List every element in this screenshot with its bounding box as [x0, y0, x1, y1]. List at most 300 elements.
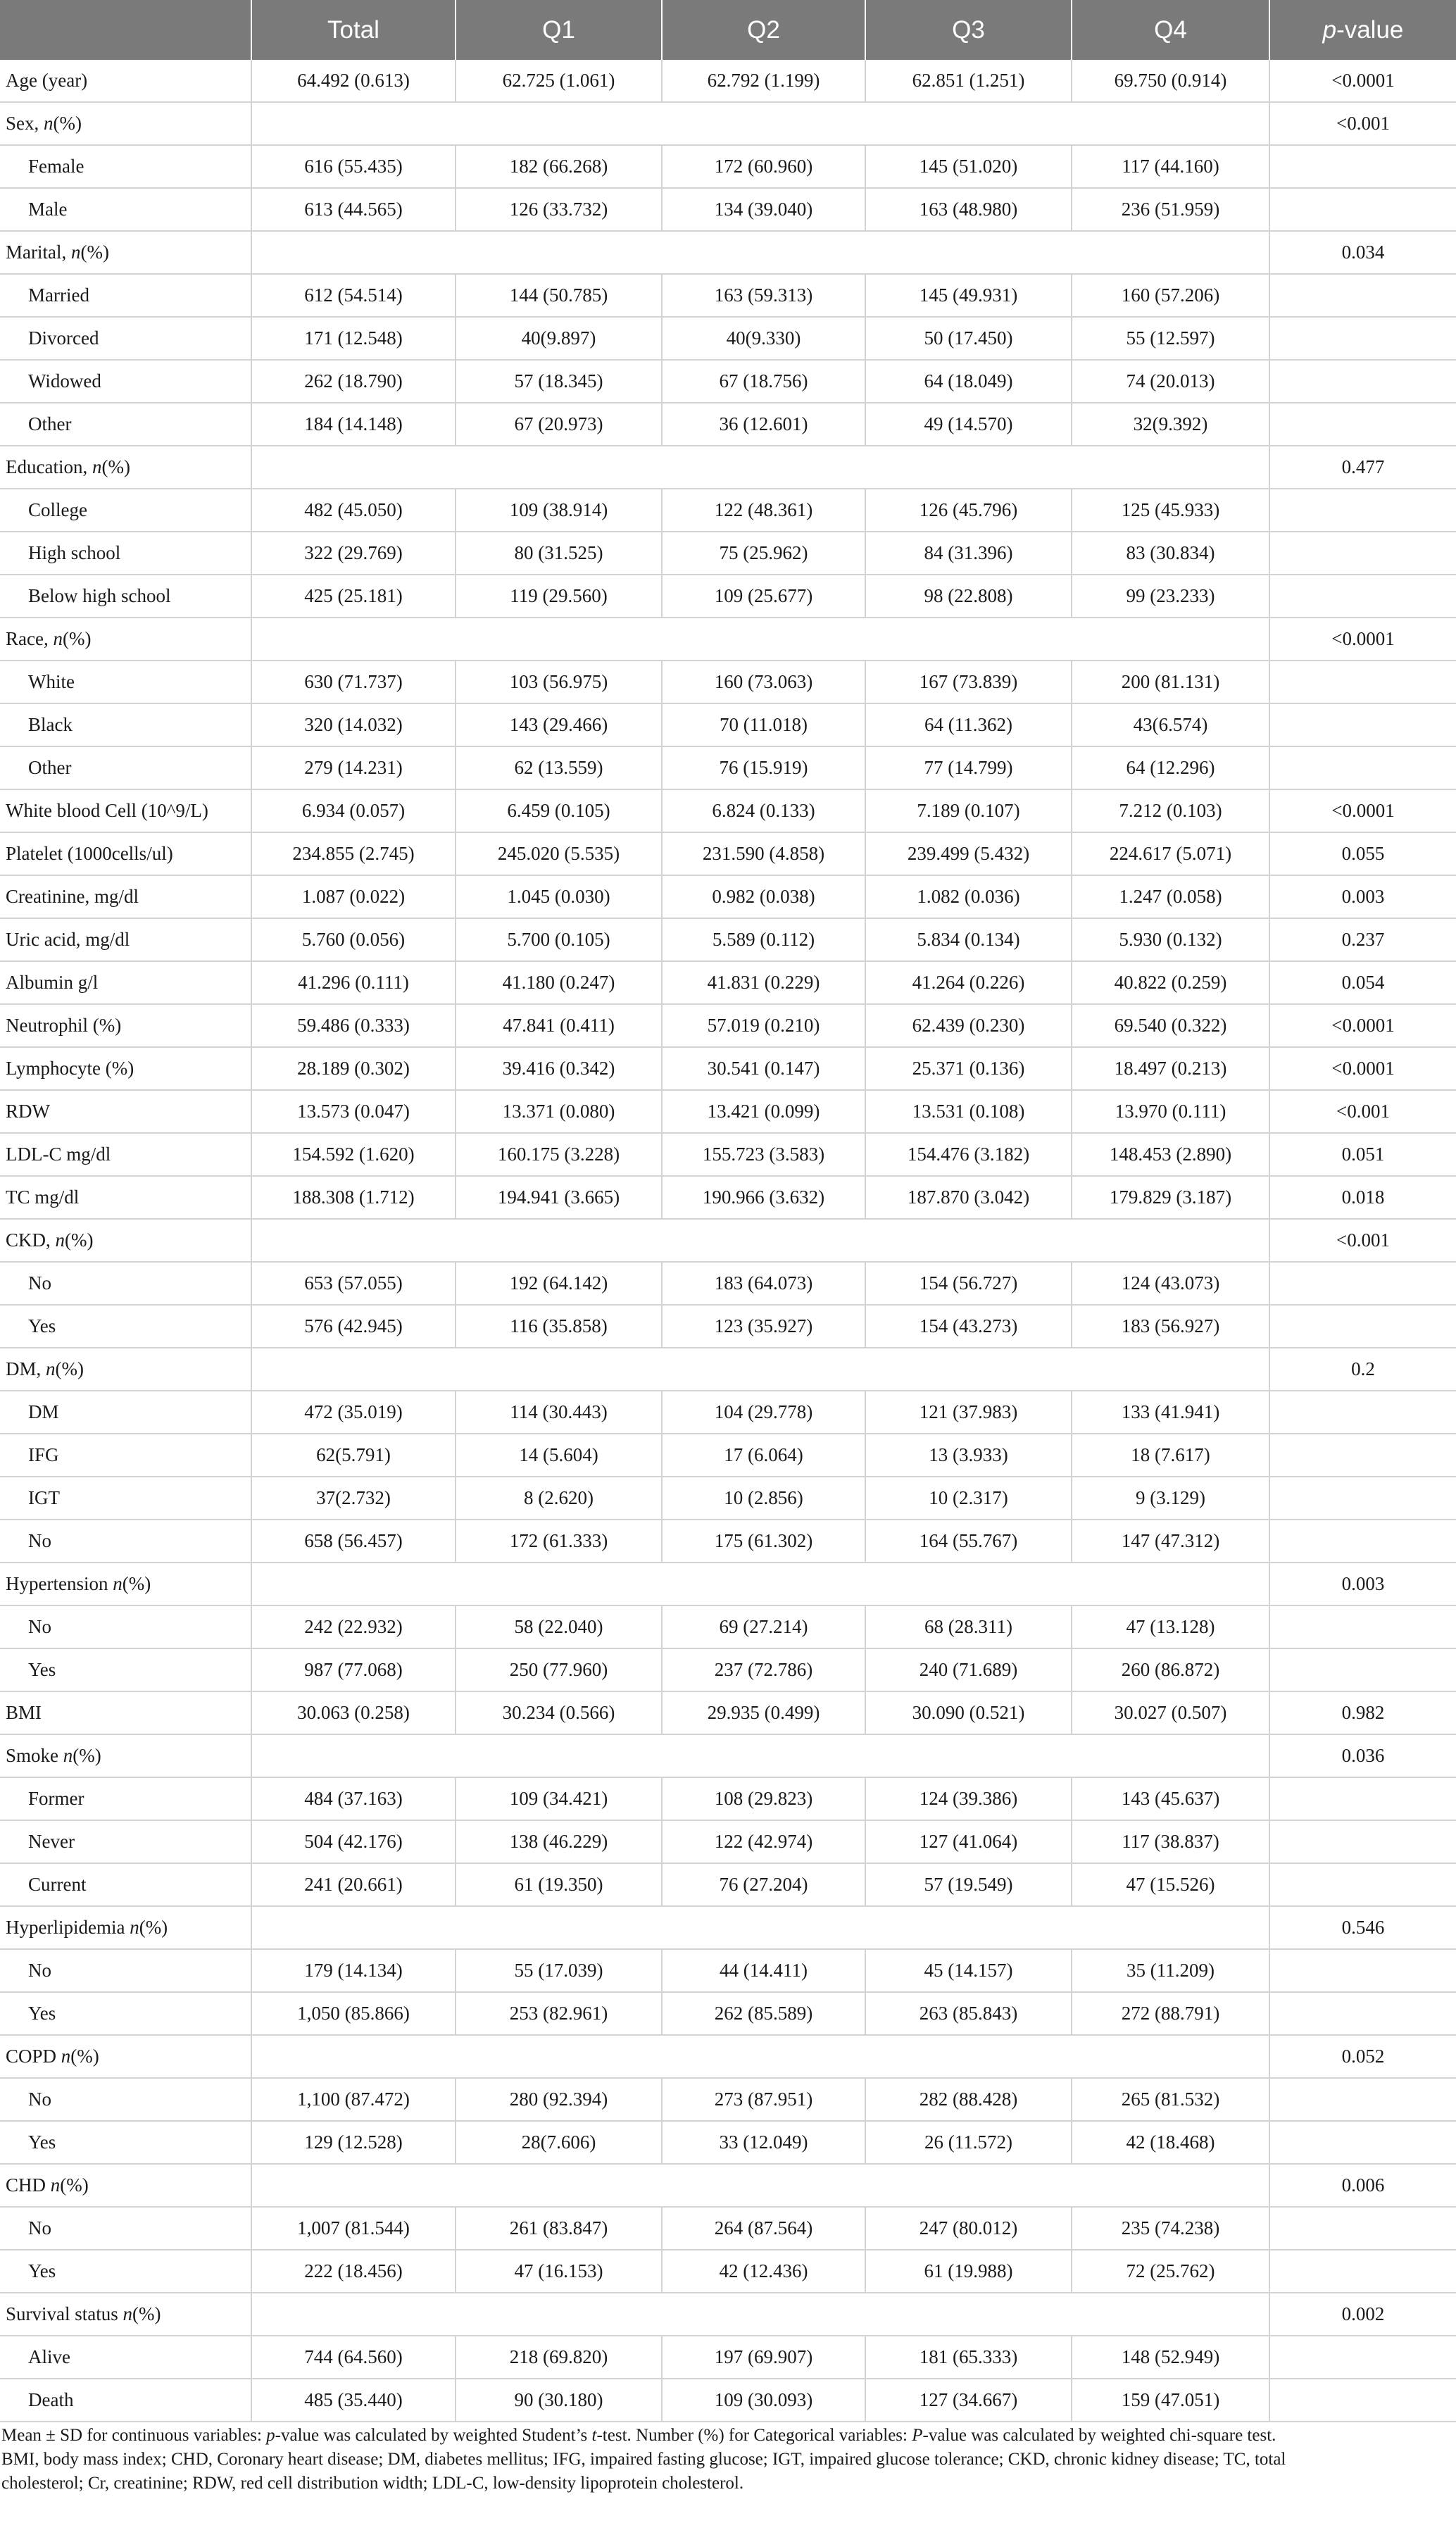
row-label-text: Albumin g/l — [6, 972, 99, 993]
row-label-suffix: (%) — [70, 2046, 99, 2067]
row-label — [0, 2035, 251, 2078]
total-cell: 484 (37.163) — [251, 1777, 456, 1820]
row-label-text: Alive — [28, 2346, 70, 2367]
q3-cell: 57 (19.549) — [865, 1863, 1072, 1906]
table-row — [0, 2336, 1456, 2379]
p-value-cell — [1269, 2379, 1456, 2422]
row-label-text: Divorced — [28, 327, 99, 349]
q4-cell: 147 (47.312) — [1072, 1520, 1269, 1563]
total-cell: 1,100 (87.472) — [251, 2078, 456, 2121]
q2-cell: 44 (14.411) — [662, 1949, 865, 1992]
table-row — [0, 1906, 1456, 1949]
total-cell: 28.189 (0.302) — [251, 1047, 456, 1090]
total-cell: 13.573 (0.047) — [251, 1090, 456, 1133]
table-row — [0, 1820, 1456, 1863]
p-value-cell — [1269, 2250, 1456, 2293]
p-value-cell: 0.2 — [1269, 1348, 1456, 1391]
q2-cell: 160 (73.063) — [662, 661, 865, 703]
q2-cell: 13.421 (0.099) — [662, 1090, 865, 1133]
q2-cell: 67 (18.756) — [662, 360, 865, 403]
row-label — [0, 2121, 251, 2164]
q4-cell: 117 (44.160) — [1072, 145, 1269, 188]
q2-cell: 75 (25.962) — [662, 532, 865, 575]
row-label — [0, 1219, 251, 1262]
q3-cell: 121 (37.983) — [865, 1391, 1072, 1434]
p-value-cell: 0.051 — [1269, 1133, 1456, 1176]
row-label-suffix: (%) — [139, 1917, 168, 1938]
row-label-text: DM — [28, 1401, 59, 1422]
total-cell: 485 (35.440) — [251, 2379, 456, 2422]
p-value-cell — [1269, 317, 1456, 360]
row-label — [0, 918, 251, 961]
q2-cell: 109 (25.677) — [662, 575, 865, 618]
q4-cell: 148.453 (2.890) — [1072, 1133, 1269, 1176]
q3-cell: 50 (17.450) — [865, 317, 1072, 360]
q1-cell: 6.459 (0.105) — [456, 789, 662, 832]
row-label-text: Former — [28, 1788, 84, 1809]
table-row — [0, 2121, 1456, 2164]
table-body — [0, 60, 1456, 2422]
row-label — [0, 1090, 251, 1133]
total-cell: 320 (14.032) — [251, 703, 456, 746]
row-label — [0, 1906, 251, 1949]
row-label-text: TC mg/dl — [6, 1187, 80, 1208]
table-row — [0, 1734, 1456, 1777]
q1-cell: 119 (29.560) — [456, 575, 662, 618]
table-row — [0, 1605, 1456, 1648]
row-label-text: Married — [28, 284, 89, 306]
q1-cell: 47 (16.153) — [456, 2250, 662, 2293]
row-label — [0, 1434, 251, 1477]
p-value-cell: 0.237 — [1269, 918, 1456, 961]
table-row — [0, 2078, 1456, 2121]
table-row — [0, 446, 1456, 489]
header-cell-q2: Q2 — [662, 0, 865, 60]
p-value-cell: 0.003 — [1269, 875, 1456, 918]
total-cell: 242 (22.932) — [251, 1605, 456, 1648]
row-label-text: BMI — [6, 1702, 42, 1723]
total-cell: 30.063 (0.258) — [251, 1691, 456, 1734]
row-label-text: No — [28, 1272, 51, 1294]
q2-cell: 42 (12.436) — [662, 2250, 865, 2293]
q2-cell: 109 (30.093) — [662, 2379, 865, 2422]
table-row — [0, 1777, 1456, 1820]
q2-cell: 190.966 (3.632) — [662, 1176, 865, 1219]
q3-cell: 164 (55.767) — [865, 1520, 1072, 1563]
row-label-text: High school — [28, 542, 121, 563]
q3-cell: 61 (19.988) — [865, 2250, 1072, 2293]
category-span-cell — [251, 2293, 1269, 2336]
footnote-segment: BMI, body mass index; CHD, Coronary heart disease; DM, diabetes mellitus; IFG, impaired fasting glucose; IGT, impaired glucose tolerance; CKD, chronic kidney disease; TC, total — [1, 2450, 1286, 2469]
total-cell: 744 (64.560) — [251, 2336, 456, 2379]
row-label — [0, 875, 251, 918]
q1-cell: 245.020 (5.535) — [456, 832, 662, 875]
total-cell: 171 (12.548) — [251, 317, 456, 360]
table-row — [0, 1262, 1456, 1305]
footnote-line — [1, 2448, 1452, 2472]
table-row — [0, 1219, 1456, 1262]
q2-cell: 134 (39.040) — [662, 188, 865, 231]
table-row — [0, 661, 1456, 703]
row-label — [0, 2250, 251, 2293]
q1-cell: 40(9.897) — [456, 317, 662, 360]
row-label-text: Lymphocyte (%) — [6, 1058, 134, 1079]
q1-cell: 138 (46.229) — [456, 1820, 662, 1863]
p-value-cell — [1269, 145, 1456, 188]
q3-cell: 154 (56.727) — [865, 1262, 1072, 1305]
header-p-italic: p — [1322, 15, 1337, 44]
total-cell: 504 (42.176) — [251, 1820, 456, 1863]
q1-cell: 58 (22.040) — [456, 1605, 662, 1648]
q4-cell: 42 (18.468) — [1072, 2121, 1269, 2164]
q2-cell: 29.935 (0.499) — [662, 1691, 865, 1734]
row-label-italic: n — [70, 242, 81, 263]
q4-cell: 69.540 (0.322) — [1072, 1004, 1269, 1047]
q4-cell: 83 (30.834) — [1072, 532, 1269, 575]
table-row — [0, 1477, 1456, 1520]
row-label — [0, 832, 251, 875]
q3-cell: 145 (51.020) — [865, 145, 1072, 188]
row-label — [0, 1477, 251, 1520]
footnote-segment: P — [912, 2426, 923, 2445]
row-label-italic: n — [63, 1745, 73, 1766]
q4-cell: 117 (38.837) — [1072, 1820, 1269, 1863]
q1-cell: 218 (69.820) — [456, 2336, 662, 2379]
row-label-suffix: (%) — [65, 1229, 94, 1251]
p-value-cell — [1269, 188, 1456, 231]
q2-cell: 183 (64.073) — [662, 1262, 865, 1305]
p-value-cell — [1269, 661, 1456, 703]
table-row — [0, 145, 1456, 188]
q1-cell: 62.725 (1.061) — [456, 60, 662, 102]
total-cell: 653 (57.055) — [251, 1262, 456, 1305]
footnote-segment: p — [266, 2426, 275, 2445]
row-label — [0, 102, 251, 145]
row-label-suffix: (%) — [101, 456, 130, 477]
row-label-italic: n — [113, 1573, 123, 1594]
row-label — [0, 2336, 251, 2379]
q3-cell: 26 (11.572) — [865, 2121, 1072, 2164]
table-row — [0, 1648, 1456, 1691]
table-row — [0, 1863, 1456, 1906]
row-label — [0, 1133, 251, 1176]
row-label-text: Uric acid, mg/dl — [6, 929, 130, 950]
q1-cell: 30.234 (0.566) — [456, 1691, 662, 1734]
q3-cell: 145 (49.931) — [865, 274, 1072, 317]
q4-cell: 32(9.392) — [1072, 403, 1269, 446]
q2-cell: 5.589 (0.112) — [662, 918, 865, 961]
row-label — [0, 446, 251, 489]
q2-cell: 40(9.330) — [662, 317, 865, 360]
q1-cell: 114 (30.443) — [456, 1391, 662, 1434]
q3-cell: 124 (39.386) — [865, 1777, 1072, 1820]
total-cell: 129 (12.528) — [251, 2121, 456, 2164]
p-value-cell: <0.001 — [1269, 102, 1456, 145]
table-row — [0, 875, 1456, 918]
row-label-text: Creatinine, mg/dl — [6, 886, 139, 907]
row-label — [0, 360, 251, 403]
p-value-cell — [1269, 1434, 1456, 1477]
q3-cell: 13.531 (0.108) — [865, 1090, 1072, 1133]
p-value-cell — [1269, 1262, 1456, 1305]
q3-cell: 240 (71.689) — [865, 1648, 1072, 1691]
p-value-cell — [1269, 1992, 1456, 2035]
header-cell-label — [0, 0, 251, 60]
table-row — [0, 1176, 1456, 1219]
q3-cell: 127 (34.667) — [865, 2379, 1072, 2422]
row-label-italic: n — [92, 456, 102, 477]
q4-cell: 18 (7.617) — [1072, 1434, 1269, 1477]
footnote-segment: t — [591, 2426, 597, 2445]
row-label-text: No — [28, 2217, 51, 2239]
row-label — [0, 1004, 251, 1047]
q2-cell: 36 (12.601) — [662, 403, 865, 446]
row-label — [0, 1391, 251, 1434]
row-label — [0, 231, 251, 274]
table-row — [0, 1133, 1456, 1176]
q1-cell: 14 (5.604) — [456, 1434, 662, 1477]
total-cell: 1,007 (81.544) — [251, 2207, 456, 2250]
row-label — [0, 789, 251, 832]
q2-cell: 70 (11.018) — [662, 703, 865, 746]
q3-cell: 64 (11.362) — [865, 703, 1072, 746]
p-value-cell: <0.0001 — [1269, 60, 1456, 102]
q3-cell: 187.870 (3.042) — [865, 1176, 1072, 1219]
row-label-text: White blood Cell (10^9/L) — [6, 800, 208, 821]
row-label — [0, 317, 251, 360]
footnote-line — [1, 2424, 1452, 2448]
q1-cell: 80 (31.525) — [456, 532, 662, 575]
q4-cell: 272 (88.791) — [1072, 1992, 1269, 2035]
footnote-segment: Mean ± SD for continuous variables: — [1, 2426, 267, 2445]
q3-cell: 163 (48.980) — [865, 188, 1072, 231]
row-label — [0, 1863, 251, 1906]
row-label — [0, 1047, 251, 1090]
q1-cell: 8 (2.620) — [456, 1477, 662, 1520]
q4-cell: 160 (57.206) — [1072, 274, 1269, 317]
q1-cell: 172 (61.333) — [456, 1520, 662, 1563]
q2-cell: 262 (85.589) — [662, 1992, 865, 2035]
total-cell: 64.492 (0.613) — [251, 60, 456, 102]
header-p-rest: -value — [1336, 15, 1404, 44]
row-label-italic: n — [130, 1917, 139, 1938]
total-cell: 482 (45.050) — [251, 489, 456, 532]
q2-cell: 69 (27.214) — [662, 1605, 865, 1648]
p-value-cell: 0.036 — [1269, 1734, 1456, 1777]
row-label — [0, 2293, 251, 2336]
row-label-text: Yes — [28, 2260, 56, 2281]
row-label-suffix: (%) — [122, 1573, 151, 1594]
row-label-text: Black — [28, 714, 73, 735]
p-value-cell: 0.003 — [1269, 1563, 1456, 1605]
total-cell: 37(2.732) — [251, 1477, 456, 1520]
row-label — [0, 1949, 251, 1992]
table-row — [0, 360, 1456, 403]
p-value-cell: <0.0001 — [1269, 789, 1456, 832]
row-label-text: CHD — [6, 2174, 51, 2196]
p-value-cell: 0.018 — [1269, 1176, 1456, 1219]
q4-cell: 99 (23.233) — [1072, 575, 1269, 618]
q1-cell: 90 (30.180) — [456, 2379, 662, 2422]
row-label-text: LDL-C mg/dl — [6, 1144, 111, 1165]
p-value-cell — [1269, 1949, 1456, 1992]
q2-cell: 6.824 (0.133) — [662, 789, 865, 832]
q2-cell: 123 (35.927) — [662, 1305, 865, 1348]
header-cell-q1: Q1 — [456, 0, 662, 60]
q2-cell: 237 (72.786) — [662, 1648, 865, 1691]
table-row — [0, 489, 1456, 532]
table-row — [0, 317, 1456, 360]
p-value-cell — [1269, 2336, 1456, 2379]
q2-cell: 104 (29.778) — [662, 1391, 865, 1434]
table-row — [0, 403, 1456, 446]
footnote-segment: cholesterol; Cr, creatinine; RDW, red cell distribution width; LDL-C, low-density lipoprotein cholesterol. — [1, 2474, 744, 2493]
p-value-cell — [1269, 575, 1456, 618]
table-row — [0, 2250, 1456, 2293]
q1-cell: 62 (13.559) — [456, 746, 662, 789]
table-row — [0, 918, 1456, 961]
q2-cell: 62.792 (1.199) — [662, 60, 865, 102]
q1-cell: 126 (33.732) — [456, 188, 662, 231]
table-row — [0, 1047, 1456, 1090]
total-cell: 613 (44.565) — [251, 188, 456, 231]
header-cell-q4: Q4 — [1072, 0, 1269, 60]
q1-cell: 280 (92.394) — [456, 2078, 662, 2121]
category-span-cell — [251, 1734, 1269, 1777]
p-value-cell — [1269, 1820, 1456, 1863]
row-label-text: No — [28, 1616, 51, 1637]
q1-cell: 67 (20.973) — [456, 403, 662, 446]
p-value-cell — [1269, 1777, 1456, 1820]
table-row — [0, 1992, 1456, 2035]
total-cell: 322 (29.769) — [251, 532, 456, 575]
row-label — [0, 274, 251, 317]
row-label-text: Sex, — [6, 113, 44, 134]
p-value-cell: <0.0001 — [1269, 618, 1456, 661]
row-label-italic: n — [53, 628, 63, 649]
row-label-suffix: (%) — [53, 113, 82, 134]
table-row — [0, 1434, 1456, 1477]
q2-cell: 76 (15.919) — [662, 746, 865, 789]
table-row — [0, 618, 1456, 661]
row-label-text: Never — [28, 1831, 75, 1852]
row-label-text: Below high school — [28, 585, 171, 606]
row-label — [0, 961, 251, 1004]
q2-cell: 197 (69.907) — [662, 2336, 865, 2379]
total-cell: 262 (18.790) — [251, 360, 456, 403]
p-value-cell — [1269, 1391, 1456, 1434]
row-label-suffix: (%) — [80, 242, 109, 263]
p-value-cell: <0.001 — [1269, 1090, 1456, 1133]
q3-cell: 45 (14.157) — [865, 1949, 1072, 1992]
row-label-text: Widowed — [28, 370, 101, 392]
row-label-suffix: (%) — [55, 1358, 84, 1379]
total-cell: 241 (20.661) — [251, 1863, 456, 1906]
q2-cell: 231.590 (4.858) — [662, 832, 865, 875]
q2-cell: 41.831 (0.229) — [662, 961, 865, 1004]
total-cell: 62(5.791) — [251, 1434, 456, 1477]
row-label-text: Death — [28, 2389, 74, 2410]
total-cell: 658 (56.457) — [251, 1520, 456, 1563]
total-cell: 5.760 (0.056) — [251, 918, 456, 961]
q1-cell: 47.841 (0.411) — [456, 1004, 662, 1047]
q4-cell: 43(6.574) — [1072, 703, 1269, 746]
row-label-text: Hyperlipidemia — [6, 1917, 130, 1938]
q3-cell: 239.499 (5.432) — [865, 832, 1072, 875]
total-cell: 184 (14.148) — [251, 403, 456, 446]
total-cell: 1.087 (0.022) — [251, 875, 456, 918]
table-row — [0, 2164, 1456, 2207]
row-label-text: DM, — [6, 1358, 46, 1379]
q1-cell: 194.941 (3.665) — [456, 1176, 662, 1219]
row-label-text: Yes — [28, 2003, 56, 2024]
p-value-cell — [1269, 274, 1456, 317]
q4-cell: 9 (3.129) — [1072, 1477, 1269, 1520]
row-label-text: Yes — [28, 2131, 56, 2153]
q1-cell: 41.180 (0.247) — [456, 961, 662, 1004]
row-label — [0, 2207, 251, 2250]
q2-cell: 0.982 (0.038) — [662, 875, 865, 918]
q1-cell: 28(7.606) — [456, 2121, 662, 2164]
table-row — [0, 231, 1456, 274]
row-label — [0, 1648, 251, 1691]
q2-cell: 108 (29.823) — [662, 1777, 865, 1820]
table-row — [0, 188, 1456, 231]
row-label — [0, 1305, 251, 1348]
row-label — [0, 1777, 251, 1820]
p-value-cell — [1269, 532, 1456, 575]
q1-cell: 57 (18.345) — [456, 360, 662, 403]
q3-cell: 62.851 (1.251) — [865, 60, 1072, 102]
total-cell: 179 (14.134) — [251, 1949, 456, 1992]
q2-cell: 10 (2.856) — [662, 1477, 865, 1520]
row-label — [0, 1992, 251, 2035]
row-label — [0, 403, 251, 446]
table-row — [0, 1949, 1456, 1992]
q4-cell: 179.829 (3.187) — [1072, 1176, 1269, 1219]
p-value-cell — [1269, 1863, 1456, 1906]
row-label — [0, 145, 251, 188]
q4-cell: 64 (12.296) — [1072, 746, 1269, 789]
table-row — [0, 2207, 1456, 2250]
p-value-cell: 0.052 — [1269, 2035, 1456, 2078]
q2-cell: 163 (59.313) — [662, 274, 865, 317]
q4-cell: 13.970 (0.111) — [1072, 1090, 1269, 1133]
q1-cell: 250 (77.960) — [456, 1648, 662, 1691]
q3-cell: 167 (73.839) — [865, 661, 1072, 703]
q3-cell: 41.264 (0.226) — [865, 961, 1072, 1004]
p-value-cell: 0.982 — [1269, 1691, 1456, 1734]
category-span-cell — [251, 231, 1269, 274]
table-row — [0, 575, 1456, 618]
table-row — [0, 1004, 1456, 1047]
q2-cell: 76 (27.204) — [662, 1863, 865, 1906]
q3-cell: 98 (22.808) — [865, 575, 1072, 618]
q1-cell: 261 (83.847) — [456, 2207, 662, 2250]
row-label-italic: n — [123, 2303, 132, 2324]
p-value-cell: <0.001 — [1269, 1219, 1456, 1262]
row-label — [0, 1262, 251, 1305]
q4-cell: 200 (81.131) — [1072, 661, 1269, 703]
row-label — [0, 1176, 251, 1219]
q1-cell: 1.045 (0.030) — [456, 875, 662, 918]
row-label — [0, 1348, 251, 1391]
q3-cell: 62.439 (0.230) — [865, 1004, 1072, 1047]
category-span-cell — [251, 1348, 1269, 1391]
q1-cell: 13.371 (0.080) — [456, 1090, 662, 1133]
row-label-italic: n — [50, 2174, 61, 2196]
table-row — [0, 1090, 1456, 1133]
